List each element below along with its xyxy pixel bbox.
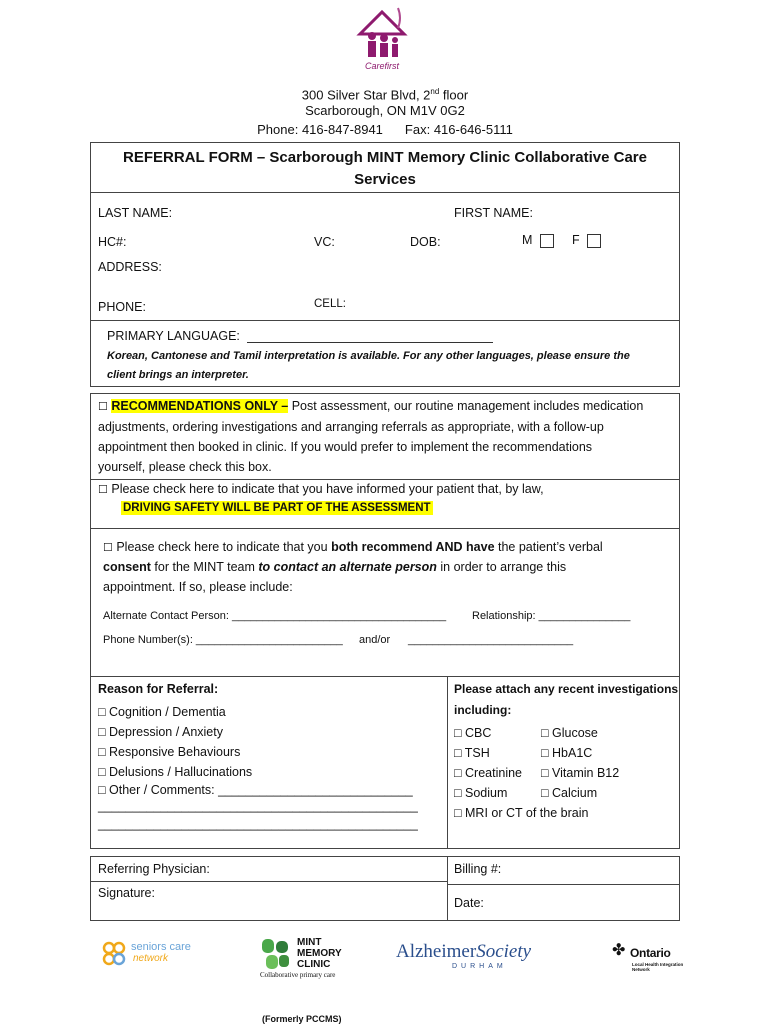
seniors-care-network-logo: seniors care network (99, 937, 199, 971)
billing-label[interactable]: Billing #: (454, 862, 502, 876)
investigations-left (454, 723, 522, 803)
alzheimer-society-logo: AlzheimerSociety DURHAM (396, 941, 532, 970)
contact-line: Phone: 416-847-8941 Fax: 416-646-5111 (257, 122, 513, 137)
investigation-mri[interactable]: □ MRI or CT of the brain (454, 806, 589, 820)
phone-numbers-field[interactable]: Phone Number(s): ________________________ (103, 634, 343, 646)
female-checkbox[interactable] (587, 234, 601, 248)
physician-divider (447, 856, 448, 921)
form-title-2: Services (354, 171, 416, 188)
investigation-item[interactable]: □ CBC (454, 726, 492, 740)
reason-other[interactable]: □ Other / Comments: ____________________________ (98, 783, 413, 797)
reason-heading: Reason for Referral: (98, 682, 219, 696)
last-name-label[interactable]: LAST NAME: (98, 206, 173, 220)
alternate-line2: consent for the MINT team to contact an alternate person in order to arrange this (103, 560, 567, 574)
male-checkbox[interactable] (540, 234, 554, 248)
and-or-label: and/or (359, 634, 391, 646)
ontario-trillium-icon: ✤ (612, 942, 626, 959)
investigation-item[interactable]: □ HbA1C (541, 746, 593, 760)
dob-label[interactable]: DOB: (410, 235, 441, 249)
investigation-item[interactable]: □ Vitamin B12 (541, 766, 620, 780)
reason-divider (447, 677, 448, 849)
investigation-item[interactable]: □ Creatinine (454, 766, 522, 780)
relationship-field[interactable]: Relationship: _______________ (472, 610, 631, 622)
reason-list (98, 702, 252, 782)
driving-text: ☐ Please check here to indicate that you have informed your patient that, by law, (98, 482, 544, 496)
reason-comments-line3[interactable]: ______________________________________________ (98, 817, 418, 831)
date-label[interactable]: Date: (454, 896, 484, 910)
interpretation-note-2: client brings an interpreter. (107, 369, 249, 381)
investigations-right (541, 723, 619, 803)
investigation-item[interactable]: □ Glucose (541, 726, 598, 740)
carefirst-logo (354, 4, 410, 78)
recommendations-checkbox[interactable]: ☐ (98, 401, 108, 413)
address-label[interactable]: ADDRESS: (98, 260, 162, 274)
alternate-contact-person[interactable]: Alternate Contact Person: ___________________________________ (103, 610, 447, 622)
formerly-pccms: (Formerly PCCMS) (262, 1014, 342, 1024)
driving-highlight: DRIVING SAFETY WILL BE PART OF THE ASSESSMENT (123, 502, 431, 514)
phone-label[interactable]: PHONE: (98, 300, 146, 314)
reason-item[interactable]: □ Depression / Anxiety (98, 725, 223, 739)
logo-text: Carefirst (364, 61, 399, 71)
mint-memory-clinic-logo: MINT MEMORY CLINIC Collaborative primary care (260, 937, 342, 979)
alternate-line1: ☐ Please check here to indicate that you both recommend AND have the patient’s verbal (103, 540, 603, 554)
investigations-heading-1: Please attach any recent investigations (454, 682, 679, 696)
reason-item[interactable]: □ Delusions / Hallucinations (98, 765, 253, 779)
cell-label[interactable]: CELL: (314, 298, 346, 310)
referring-physician-label[interactable]: Referring Physician: (98, 862, 210, 876)
reason-item[interactable]: □ Responsive Behaviours (98, 745, 241, 759)
recommendations-text: ☐ RECOMMENDATIONS ONLY – Post assessment, our routine management includes medication adjustments, ordering investigations and arranging referrals as appropriate, with a follow-up appointment then booked in clinic. If you would prefer to implement the recommendations yourself, please check this box. (98, 399, 644, 474)
vc-label[interactable]: VC: (314, 235, 335, 249)
sex-female[interactable]: F (572, 233, 601, 248)
interpretation-note-1: Korean, Cantonese and Tamil interpretation is available. For any other languages, please ensure the (107, 350, 630, 362)
reason-comments-line2[interactable]: ______________________________________________ (98, 799, 418, 813)
address-line1: 300 Silver Star Blvd, 2nd floor (301, 87, 469, 103)
form-title-1: REFERRAL FORM – Scarborough MINT Memory Clinic Collaborative Care (123, 149, 647, 166)
alternate-checkbox[interactable]: ☐ (103, 542, 113, 554)
investigations-heading-2: including: (454, 703, 512, 717)
phone-number-2-field[interactable]: ___________________________ (408, 634, 574, 646)
sex-male[interactable]: M (522, 233, 554, 248)
driving-checkbox[interactable]: ☐ (98, 484, 108, 496)
physician-row-line (90, 881, 447, 882)
billing-row-line (447, 884, 680, 885)
ontario-lhin-logo: ✤ Ontario Local Health Integration Network (612, 942, 684, 972)
reason-item[interactable]: □ Cognition / Dementia (98, 705, 226, 719)
alternate-line3: appointment. If so, please include: (103, 580, 293, 594)
investigation-item[interactable]: □ TSH (454, 746, 490, 760)
first-name-label[interactable]: FIRST NAME: (454, 206, 533, 220)
primary-language[interactable]: PRIMARY LANGUAGE: (107, 329, 493, 343)
signature-label[interactable]: Signature: (98, 886, 155, 900)
investigation-item[interactable]: □ Sodium (454, 786, 508, 800)
patient-info-box (90, 193, 680, 323)
address-line2: Scarborough, ON M1V 0G2 (305, 103, 465, 118)
form-title-box (90, 142, 680, 193)
investigation-item[interactable]: □ Calcium (541, 786, 598, 800)
hc-label[interactable]: HC#: (98, 235, 127, 249)
